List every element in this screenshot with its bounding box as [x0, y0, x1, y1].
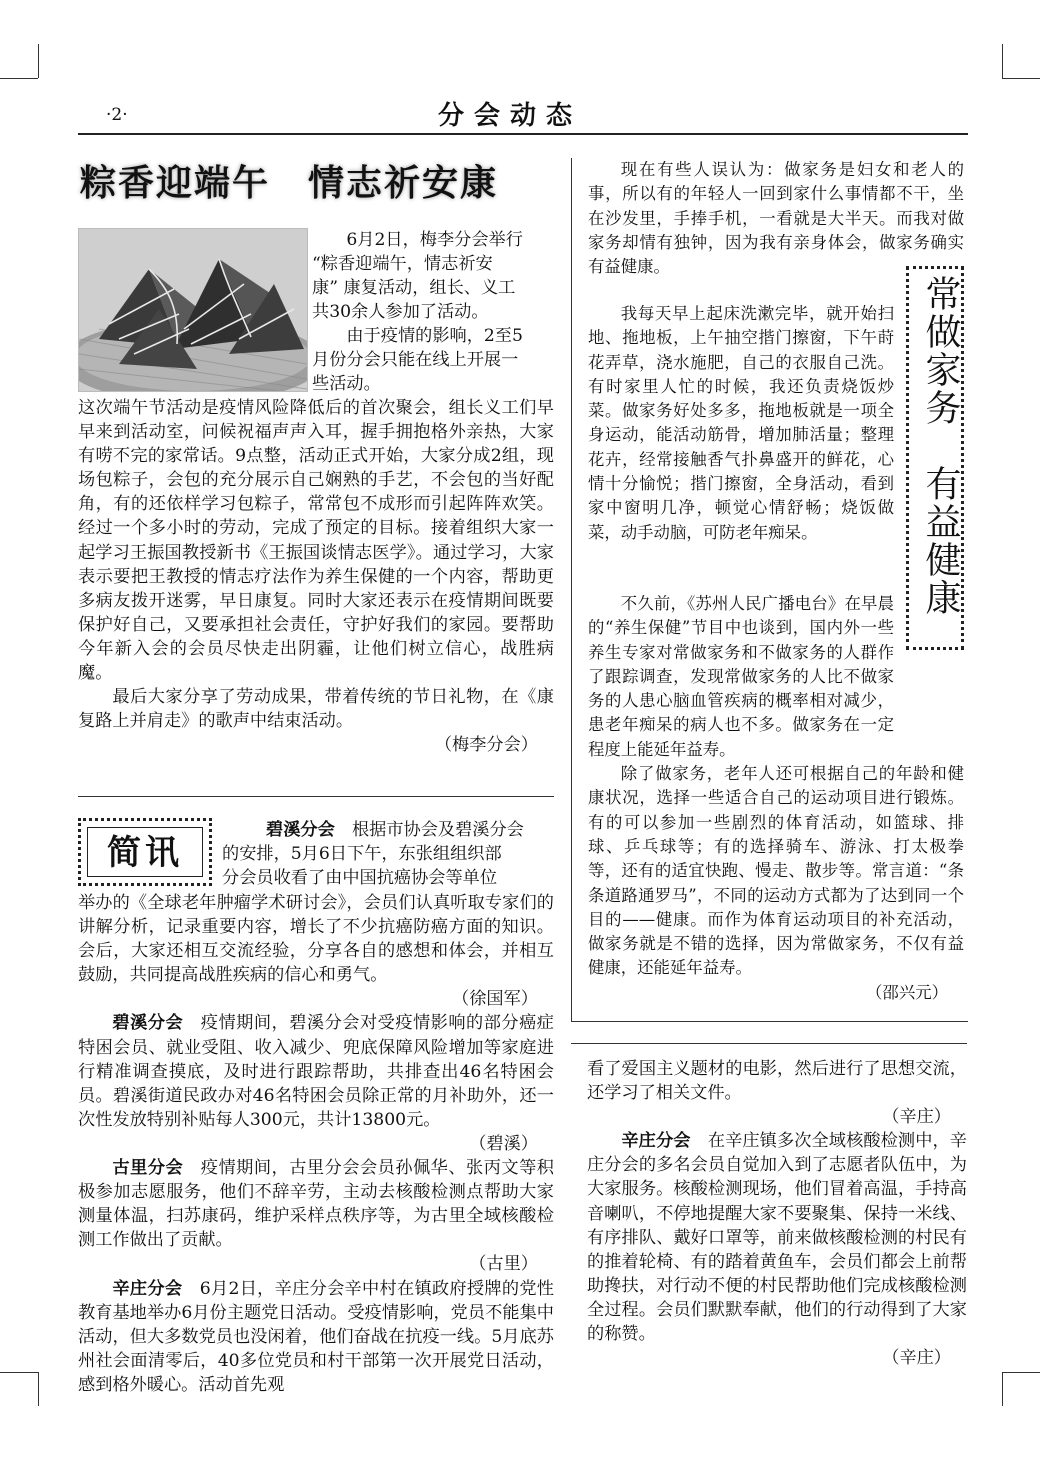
- brief-lead: 根据市协会及碧溪分会: [334, 820, 524, 840]
- article1-body: [78, 396, 554, 757]
- brief-org: 古里分会: [112, 1158, 184, 1179]
- brief-wrap-line: 分会员收看了由中国抗癌协会等单位: [222, 868, 498, 889]
- continued-lead-signature: （辛庄）: [882, 1107, 951, 1128]
- article1-wrap-line: 由于疫情的影响，2至5: [312, 326, 523, 347]
- article2-paragraph-1: 现在有些人误认为：做家务是妇女和老人的事，所以有的年轻人一回到家什么事情都不干，坐在沙发里，手捧手机，一看就是大半天。而我对做家务却情有独钟，因为我有亲身体会，做家务确实有益健康。: [588, 160, 964, 277]
- article1-body-paragraph: 这次端午节活动是疫情风险降低后的首次聚会，组长义工们早早来到活动室，问候祝福声声入耳，握手拥抱格外亲热，大家有唠不完的家常话。9点整，活动正式开始，大家分成2组，现场包粽子，会包的充分展示自己娴熟的手艺，不会包的当好配角，有的还依样学习包粽子，常常包不成形而引起阵阵欢笑。经过一个多小时的劳动，完成了预定的目标。接着组织大家一起学习王振国教授新书《王振国谈情志医学》。通过学习，大家表示要把王教授的情志疗法作为养生保健的一个内容，帮助更多病友拨开迷雾，早日康复。同时大家还表示在疫情期间既要保护好自己，又要承担社会责任，守护好我们的家园。要帮助今年新入会的会员尽快走出阴霾，让他们树立信心，战胜病魔。: [78, 398, 554, 684]
- zongzi-photo: [78, 228, 308, 392]
- brief-label-box: [78, 818, 212, 886]
- article1-signature: （梅李分会）: [434, 735, 538, 756]
- section-title: 分会动态: [438, 101, 583, 131]
- article1-wrap-line: 康” 康复活动，组长、义工: [312, 278, 516, 299]
- article2-paragraph-4: 除了做家务，老年人还可根据自己的年龄和健康状况，选择一些适合自己的运动项目进行锻炼。有的可以参加一些剧烈的体育活动，如篮球、排球、乒乓球等；有的选择骑车、游泳、打太极拳等，还有的适宜快跑、慢走、散步等。常言道：“条条道路通罗马”，不同的运动方式都为了达到同一个目的——健康。而作为体育运动项目的补充活动，做家务就是不错的选择，因为常做家务，不仅有益健康，还能延年益寿。: [588, 764, 964, 978]
- article2-text-bottom: [588, 592, 964, 1005]
- article1-wrap-line: 共30余人参加了活动。: [312, 302, 489, 323]
- crop-mark-br-h: [1002, 1372, 1040, 1373]
- brief-item-1-text: 举办的《全球老年肿瘤学术研讨会》，会员们认真听取专家们的讲解分析，记录重要内容，增长了不少抗癌防癌方面的知识。会后，大家还相互交流经验，分享各自的感想和体会，并相互鼓励，共同提高战胜疾病的信心和勇气。: [78, 893, 554, 986]
- article-separator: [78, 796, 554, 797]
- crop-mark-br-v: [1002, 1372, 1003, 1406]
- brief-item-1-signature: （徐国军）: [452, 989, 538, 1010]
- brief-item-2-text: 疫情期间，碧溪分会对受疫情影响的部分癌症特困会员、就业受阻、收入减少、兜底保障风险增加等家庭进行精准调查摸底，及时进行跟踪帮助，共排查出46名特困会员。碧溪街道民政办对46名特困会员除正常的月补助外，还一次性发放特别补贴每人300元，共计13800元。: [78, 1013, 554, 1130]
- crop-mark-tr-v: [1002, 44, 1003, 78]
- article1-wrap-line: “粽香迎端午，情志祈安: [312, 254, 493, 275]
- brief-item-4-text: 6月2日，辛庄分会辛中村在镇政府授牌的党性教育基地举办6月份主题党日活动。受疫情影响，党员不能集中活动，但大多数党员也没闲着，他们奋战在抗疫一线。5月底苏州社会面清零后，40多位党员和村干部第一次开展党日活动，感到格外暖心。活动首先观: [78, 1278, 554, 1395]
- article2-paragraph-2: 我每天早上起床洗漱完毕，就开始扫地、拖地板，上午抽空揩门擦窗，下午莳花弄草，浇水施肥，自己的衣服自己洗。有时家里人忙的时候，我还负责烧饭炒菜。做家务好处多多，拖地板就是一项全身运动，能活动筋骨，增加肺活量；整理花卉，经常接触香气扑鼻盛开的鲜花，心情十分愉悦；揩门擦窗，全身活动，看到家中窗明几净，顿觉心情舒畅；烧饭做菜，动手动脑，可防老年痴呆。: [588, 304, 894, 542]
- continued-text: [587, 1057, 967, 1370]
- brief-org: 碧溪分会: [112, 1013, 184, 1034]
- continued-item-text: 在辛庄镇多次全域核酸检测中，辛庄分会的多名会员自觉加入到了志愿者队伍中，为大家服务。核酸检测现场，他们冒着高温，手持高音喇叭，不停地提醒大家不要聚集、保持一米线、有序排队、戴好口罩等，前来做核酸检测的村民有的推着轮椅、有的踏着黄鱼车，会员们都会上前帮助搀扶，对行动不便的村民帮助他们完成核酸检测全过程。会员们默默奉献，他们的行动得到了大家的称赞。: [587, 1131, 967, 1345]
- article1-wrap-line: 6月2日，梅李分会举行: [312, 230, 523, 250]
- brief-item-3-signature: （古里）: [469, 1254, 538, 1275]
- brief-org: 辛庄分会: [112, 1278, 183, 1299]
- article2-title: 常做家务 有益健康: [920, 275, 961, 617]
- crop-mark-bl-h: [0, 1372, 38, 1373]
- article1-closing: 最后大家分享了劳动成果，带着传统的节日礼物，在《康复路上并肩走》的歌声中结束活动。: [78, 687, 554, 732]
- brief-item-3-text: 疫情期间，古里分会会员孙佩华、张丙文等积极参加志愿服务，他们不辞辛劳，主动去核酸检测点帮助大家测量体温，扫苏康码，维护采样点秩序等，为古里全域核酸检测工作做出了贡献。: [78, 1158, 554, 1251]
- crop-mark-tl-v: [38, 44, 39, 78]
- brief-body: [78, 891, 554, 1397]
- continued-lead-text: 看了爱国主义题材的电影，然后进行了思想交流，还学习了相关文件。: [587, 1059, 967, 1104]
- article2-text-top: [588, 158, 964, 279]
- article1-wrap-line: 些活动。: [312, 374, 381, 394]
- brief-item-2-signature: （碧溪）: [469, 1133, 538, 1154]
- brief-label: 简讯: [87, 827, 203, 877]
- crop-mark-tl-h: [0, 78, 38, 79]
- page-header: [78, 95, 968, 135]
- article1-wrap-text: [312, 228, 554, 373]
- crop-mark-bl-v: [38, 1372, 39, 1406]
- article1-wrap-line: 月份分会只能在线上开展一: [312, 350, 519, 371]
- brief-wrap-line: 的安排，5月6日下午，东张组组织部: [222, 844, 502, 865]
- article2-paragraph-3: 不久前，《苏州人民广播电台》在早晨的“养生保健”节目中也谈到，国内外一些养生专家对常做家务和不做家务的人群作了跟踪调查，发现常做家务的人比不做家务的人患心脑血管疾病的概率相对减少，患老年痴呆的病人也不多。做家务在一定程度上能延年益寿。: [588, 594, 894, 759]
- article2-signature: （邵兴元）: [866, 982, 948, 1002]
- zongzi-illustration: [79, 229, 307, 391]
- article-headline: 粽香迎端午 情志祈安康: [80, 163, 499, 204]
- page-number: ·2·: [106, 105, 128, 125]
- brief-item-1-wrap: [222, 818, 554, 890]
- continued-item-signature: （辛庄）: [882, 1348, 951, 1369]
- right-separator: [571, 1043, 967, 1044]
- article1-wrap-last: [312, 372, 554, 396]
- article2-text-mid: [588, 302, 894, 545]
- brief-org: 辛庄分会: [621, 1131, 691, 1152]
- brief-org: 碧溪分会: [266, 820, 335, 840]
- crop-mark-tr-h: [1002, 78, 1040, 79]
